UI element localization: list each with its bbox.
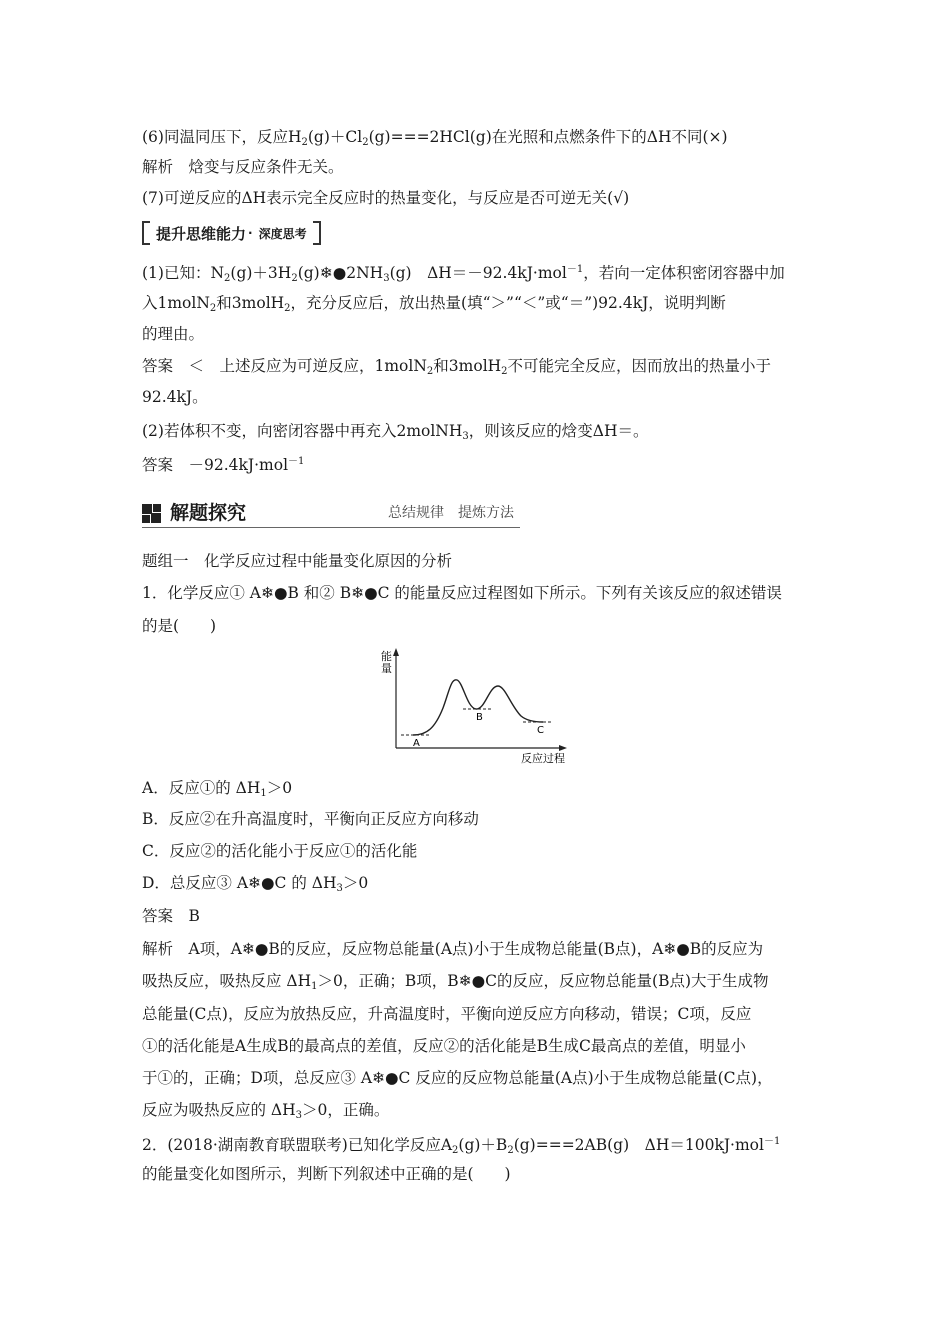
- point-a-label: A: [413, 738, 420, 749]
- think-header-subtitle: 深度思考: [258, 226, 307, 241]
- analysis-6: 解析 焓变与反应条件无关。: [142, 158, 344, 176]
- problem-2-line-2: 的能量变化如图所示，判断下列叙述中正确的是( ): [142, 1165, 511, 1183]
- statement-6: (6)同温同压下，反应$H_2(g)+Cl_2(g)===2HCl(g)$在光照和点燃条件下的ΔH不同(×): [142, 128, 728, 148]
- group-title: 题组一 化学反应过程中能量变化原因的分析: [142, 552, 453, 570]
- answer-p1: 答案 B: [142, 907, 200, 925]
- energy-curve: [413, 680, 543, 735]
- explanation-line-5: 于①的，正确；D项，总反应③ A❄●C 反应的反应物总能量(A点)小于生成物总能量(C点)，: [142, 1069, 773, 1087]
- point-b-label: B: [476, 712, 483, 723]
- left-bracket-icon: [142, 221, 150, 245]
- option-c: C．反应②的活化能小于反应①的活化能: [142, 842, 418, 860]
- banner-divider: [142, 527, 520, 528]
- x-axis-label: 反应过程: [521, 752, 565, 765]
- think-section-header: [142, 220, 321, 246]
- x-axis-arrow-icon: [559, 745, 567, 751]
- option-d: D．总反应③ A❄●C 的 $\Delta H_3>0$: [142, 874, 369, 894]
- explanation-line-3: 总能量(C点)，反应为放热反应，升高温度时，平衡向逆反应方向移动，错误；C项，反应: [142, 1005, 752, 1023]
- think-header-dot: ·: [248, 226, 253, 240]
- question-1-line-1: (1)已知：$N_2(g)+3H_2(g)❄●2NH_3(g)$ ΔH＝－92.4kJ·mol$^{-1}$，若向一定体积密闭容器中加: [142, 264, 785, 284]
- explanation-line-4: ①的活化能是A生成B的最高点的差值，反应②的活化能是B生成C最高点的差值，明显小: [142, 1037, 746, 1055]
- y-axis-arrow-icon: [393, 648, 399, 656]
- question-1-line-3: 的理由。: [142, 325, 205, 343]
- statement-7: (7)可逆反应的ΔH表示完全反应时的热量变化，与反应是否可逆无关(√): [142, 189, 630, 207]
- point-c-label: C: [537, 725, 544, 736]
- answer-2: 答案 －92.4kJ·mol$^{-1}$: [142, 456, 305, 474]
- banner-subtitle: 总结规律 提炼方法: [388, 505, 514, 521]
- section-banner: [142, 500, 520, 532]
- problem-1-line-2: 的是( ): [142, 617, 217, 635]
- problem-2-line-1: 2．(2018·湖南教育联盟联考)已知化学反应$A_2(g)+B_2(g)===2AB(g)$ ΔH＝100kJ·mol$^{-1}$: [142, 1136, 781, 1156]
- question-2: (2)若体积不变，向密闭容器中再充入2molNH$_3$，则该反应的焓变ΔH＝。: [142, 422, 649, 442]
- explanation-line-6: 反应为吸热反应的 $\Delta H_3>0$，正确。: [142, 1101, 390, 1121]
- explanation-line-1: 解析 A项，A❄●B的反应，反应物总能量(A点)小于生成物总能量(B点)，A❄●B的反应为: [142, 940, 764, 958]
- answer-1-line-1: 答案 ＜ 上述反应为可逆反应，1molN$_2$和3molH$_2$不可能完全反应，因而放出的热量小于: [142, 357, 772, 377]
- think-header-title: 提升思维能力: [156, 224, 247, 243]
- question-1-line-2: 入1molN$_2$和3molH$_2$，充分反应后，放出热量(填“＞”“＜”或“＝”)92.4kJ，说明判断: [142, 294, 726, 314]
- option-a: A．反应①的 $\Delta H_1>0$: [142, 779, 293, 799]
- option-b: B．反应②在升高温度时，平衡向正反应方向移动: [142, 810, 479, 828]
- energy-diagram: [375, 648, 575, 768]
- answer-1-line-2: 92.4kJ。: [142, 388, 208, 406]
- problem-1-line-1: 1．化学反应① A❄●B 和② B❄●C 的能量反应过程图如下所示。下列有关该反应的叙述错误: [142, 584, 782, 602]
- right-bracket-icon: [313, 221, 321, 245]
- reversible-arrow-icon: ❄●: [319, 264, 347, 282]
- y-axis-label-1: 能: [381, 650, 392, 663]
- y-axis-label-2: 量: [381, 662, 392, 675]
- explanation-line-2: 吸热反应，吸热反应 $\Delta H_1>0$，正确；B项，B❄●C的反应，反应物总能量(B点)大于生成物: [142, 972, 769, 992]
- banner-title: 解题探究: [170, 502, 247, 524]
